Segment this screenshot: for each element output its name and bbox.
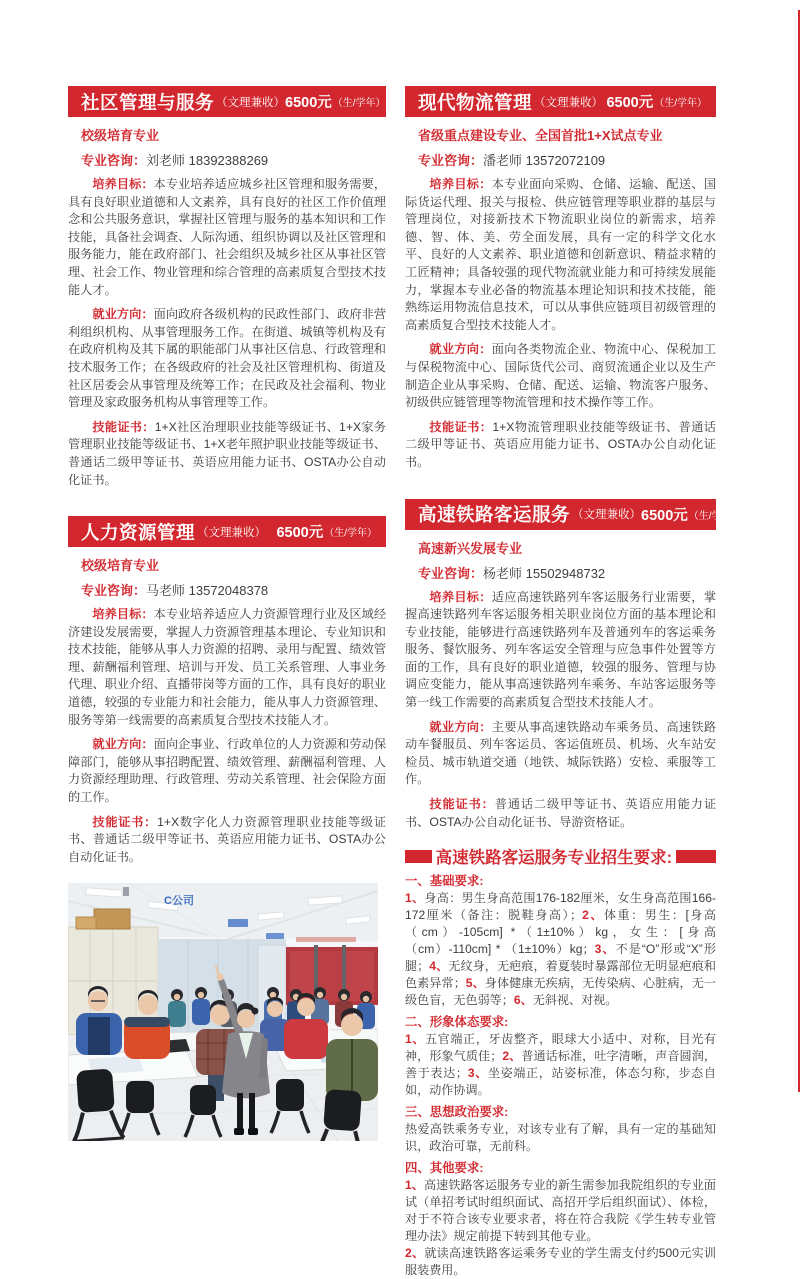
major-title: 社区管理与服务	[81, 91, 215, 113]
employment-paragraph	[405, 341, 716, 411]
certificates-paragraph	[405, 419, 716, 472]
training-goal-paragraph	[405, 589, 716, 712]
title-accent-bar-right	[676, 850, 716, 863]
title-accent-bar-left	[405, 850, 432, 863]
major-title: 人力资源管理	[81, 521, 196, 543]
training-goal-paragraph	[68, 176, 386, 299]
requirements-group-appearance	[405, 1014, 716, 1099]
training-goal-paragraph	[68, 606, 386, 729]
admission-note: （文理兼收）	[534, 96, 604, 109]
para-text: 本专业培养适应城乡社区管理和服务需要，具有良好职业道德和人文素养，具有良好的社区工作价值理念和公共服务意识，掌握社区管理与服务的基本知识和工作技能，具备社会调查、人际沟通、组织协调以及社区管理和服务能力，能在政府部门、社会组织及城乡社区从事社区管理、社会工作、物业管理和综合管理的高素质复合型技术技能人才。	[68, 177, 387, 297]
tuition-unit: （生/学年）	[654, 98, 707, 109]
para-text: 主要从事高速铁路动车乘务员、高速铁路动车餐服员、列车客运员、客运值班员、机场、火车站安检员、城市轨道交通（地铁、城际铁路）安检、乘服等工作。	[405, 719, 717, 787]
requirements-group-text: 1、五官端正，牙齿整齐，眼球大小适中、对称，目光有神，形象气质佳；2、普通话标准，吐字清晰，声音圆润，善于表达；3、坐姿端正，站姿标准，体态匀称，步态自如，动作协调。	[405, 1032, 716, 1098]
requirements-group-political	[405, 1104, 716, 1155]
consult-line	[418, 152, 716, 169]
left-column	[68, 86, 386, 1141]
requirements-group-heading: 二、形象体态要求:	[405, 1015, 509, 1030]
tuition-price: 6500元	[641, 507, 688, 524]
requirements-group-heading: 三、思想政治要求:	[405, 1105, 509, 1120]
requirements-title-row	[405, 844, 716, 868]
tuition-unit: （生/学年）	[332, 98, 386, 109]
classroom-photo	[68, 883, 378, 1141]
consult-label: 专业咨询：	[418, 565, 484, 581]
major-header-bar	[405, 499, 742, 530]
requirements-title: 高速铁路客运服务专业招生要求:	[435, 849, 673, 868]
page-edge-accent-line	[798, 10, 800, 1092]
consult-line	[81, 582, 386, 599]
consult-value: 马老师 13572048378	[146, 583, 269, 599]
para-text: 本专业培养适应人力资源管理行业及区域经济建设发展需要，掌握人力资源管理基本理论、专业知识和技术技能，能够从事人力资源的招聘、录用与配置、绩效管理、薪酬福利管理、培训与开发、员工关系管理、人事业务代理、职业介绍、直播带岗等方面的工作，具有良好的职业道德，较强的专业能力和社会能力，能从事人力资源管理、服务等第一线需要的高素质复合型技术技能人才。	[68, 607, 387, 727]
admission-note: （文理兼收）	[572, 509, 642, 521]
employment-paragraph	[405, 719, 716, 789]
requirements-group-text: 热爱高铁乘务专业，对该专业有了解，具有一定的基础知识，政治可靠，无前科。	[405, 1122, 716, 1154]
para-text: 面向政府各级机构的民政性部门、政府非营利组织机构、从事管理服务工作。在街道、城镇等机构及有在政府机构及其下属的职能部门从事社区信息、行政管理和技术服务工作；在各级政府的社会及社区管理机构、街道及社区居委会从事管理及统筹工作；在民政及社会福利、物业管理及家政服务机构从事管理等工作。	[68, 307, 387, 410]
para-text: 普通话二级甲等证书、英语应用能力证书、OSTA办公自动化证书、导游资格证。	[405, 797, 717, 829]
certificates-paragraph	[405, 796, 716, 831]
para-label: 技能证书：	[429, 797, 495, 812]
para-label: 就业方向：	[92, 307, 154, 322]
tuition-unit: （生/学年）	[688, 510, 742, 522]
major-badge: 高速新兴发展专业	[418, 540, 523, 556]
para-label: 培养目标：	[92, 177, 154, 191]
admission-note: （文理兼收）	[197, 526, 267, 539]
major-badge: 校级培育专业	[81, 128, 160, 143]
major-header-bar	[68, 86, 386, 117]
major-title: 高速铁路客运服务	[418, 504, 571, 525]
certificates-paragraph	[68, 419, 386, 489]
photo-small-sign	[228, 919, 248, 927]
tuition-price: 6500元	[285, 95, 332, 111]
para-label: 技能证书：	[92, 419, 155, 434]
para-text: 面向各类物流企业、物流中心、保税加工与保税物流中心、国际货代公司、商贸流通企业以及生产制造企业从事采购、仓储、配送、运输、物流客户服务、初级供应链管理等物流管理和技术操作等工作。	[405, 342, 717, 410]
requirements-group-heading: 四、其他要求:	[405, 1161, 484, 1176]
requirements-group-heading: 一、基础要求:	[405, 874, 484, 889]
para-label: 技能证书：	[92, 814, 158, 829]
consult-label: 专业咨询：	[81, 583, 147, 599]
major-section-human-resources	[68, 516, 386, 866]
para-text: 适应高速铁路列车客运服务行业需要，掌握高速铁路列车客运服务相关职业岗位方面的基本理论和专业技能，能够进行高速铁路列车及普通列车的客运乘务服务、餐饮服务、列车客运安全管理与应急事件处置等方面的工作，具有良好的职业道德，较强的服务、管理与协调应变能力，能从事高速铁路列车乘务、车站客运服务等第一线工作需要的高素质复合型技术技能人才。	[405, 589, 717, 710]
major-title: 现代物流管理	[418, 91, 533, 113]
requirements-group-text: 1、高速铁路客运服务专业的新生需参加我院组织的专业面试（单招考试时组织面试、高招开学后组织面试）、体检，对于不符合该专业要求者，将在符合我院《学生转专业管理办法》规定前提下转到其他专业。	[405, 1178, 716, 1244]
requirements-group-basic	[405, 873, 716, 1009]
para-label: 技能证书：	[429, 419, 493, 434]
major-badge: 校级培育专业	[81, 558, 160, 574]
requirements-group-other	[405, 1160, 716, 1279]
tuition-unit: （生/学年）	[324, 528, 377, 540]
major-header-bar	[68, 516, 386, 547]
employment-paragraph	[68, 306, 386, 412]
consult-line	[418, 565, 716, 582]
admission-note: （文理兼收）	[216, 96, 286, 109]
tuition-price: 6500元	[606, 95, 654, 111]
para-text: 1+X数字化人力资源管理职业技能等级证书、普通话二级甲等证书、英语应用能力证书、OSTA办公自动化证书。	[68, 814, 387, 864]
para-label: 培养目标：	[429, 177, 492, 191]
tuition-price: 6500元	[276, 525, 324, 542]
major-header-bar	[405, 86, 716, 117]
training-goal-paragraph	[405, 176, 716, 334]
consult-value: 刘老师 18392388269	[146, 153, 269, 168]
employment-paragraph	[68, 736, 386, 806]
para-label: 就业方向：	[429, 342, 492, 357]
consult-value: 潘老师 13572072109	[483, 153, 606, 168]
major-section-modern-logistics	[405, 86, 716, 472]
para-label: 培养目标：	[429, 589, 492, 604]
admission-requirements-section	[405, 844, 716, 1279]
consult-value: 杨老师 15502948732	[483, 565, 606, 581]
major-section-high-speed-rail	[405, 499, 742, 832]
photo-small-sign	[266, 933, 284, 940]
right-column	[405, 86, 742, 1279]
major-section-community-management	[68, 86, 386, 489]
para-label: 就业方向：	[92, 737, 154, 752]
consult-line	[81, 152, 386, 169]
para-label: 就业方向：	[429, 719, 492, 734]
para-text: 1+X物流管理职业技能等级证书、普通话二级甲等证书、英语应用能力证书、OSTA办公自动化证书。	[405, 419, 716, 469]
certificates-paragraph	[68, 814, 386, 867]
consult-label: 专业咨询：	[418, 153, 484, 168]
major-badge: 省级重点建设专业、全国首批1+X试点专业	[418, 128, 663, 143]
consult-label: 专业咨询：	[81, 153, 147, 168]
para-text: 1+X社区治理职业技能等级证书、1+X家务管理职业技能等级证书、1+X老年照护职业技能等级证书、普通话二级甲等证书、英语应用能力证书、OSTA办公自动化证书。	[68, 419, 386, 487]
para-text: 本专业面向采购、仓储、运输、配送、国际货运代理、报关与报检、供应链管理等职业群的基层与管理岗位，对接新技术下物流职业岗位的新需求，培养德、智、体、美、劳全面发展，具有一定的科学文化水平、良好的人文素养、职业道德和创新意识、精益求精的工匠精神；具备较强的现代物流就业能力和可持续发展能力，掌握本专业必备的物流基本理论知识和技术技能，能熟练运用物流信息技术，可以从事供应链项目初级管理的高素质复合型技术技能人才。	[405, 177, 717, 332]
para-text: 面向企事业、行政单位的人力资源和劳动保障部门，能够从事招聘配置、绩效管理、薪酬福利管理、人力资源经理助理、行政管理、劳动关系管理、社会保险方面的工作。	[68, 737, 387, 805]
photo-sign-text: C公司	[164, 895, 194, 908]
para-label: 培养目标：	[92, 607, 154, 622]
requirements-group-text: 2、就读高速铁路客运乘务专业的学生需支付约500元实训服装费用。	[405, 1246, 716, 1278]
requirements-group-text: 1、身高：男生身高范围176-182厘米，女生身高范围166-172厘米（备注：脱鞋身高）；2、体重：男生：[身高（cm）-105cm] *（1±10%）kg，女生：[身高（cm）-110cm] * （1±10%）kg；3、不是“O”形或“X”形腿；4、无纹身，无疤痕，着夏装时暴露部位无明显疤痕和色素异常；5、身体健康无疾病，无传染病、心脏病，无一级色盲，无色弱等；6、无斜视、对视。	[405, 891, 716, 1008]
